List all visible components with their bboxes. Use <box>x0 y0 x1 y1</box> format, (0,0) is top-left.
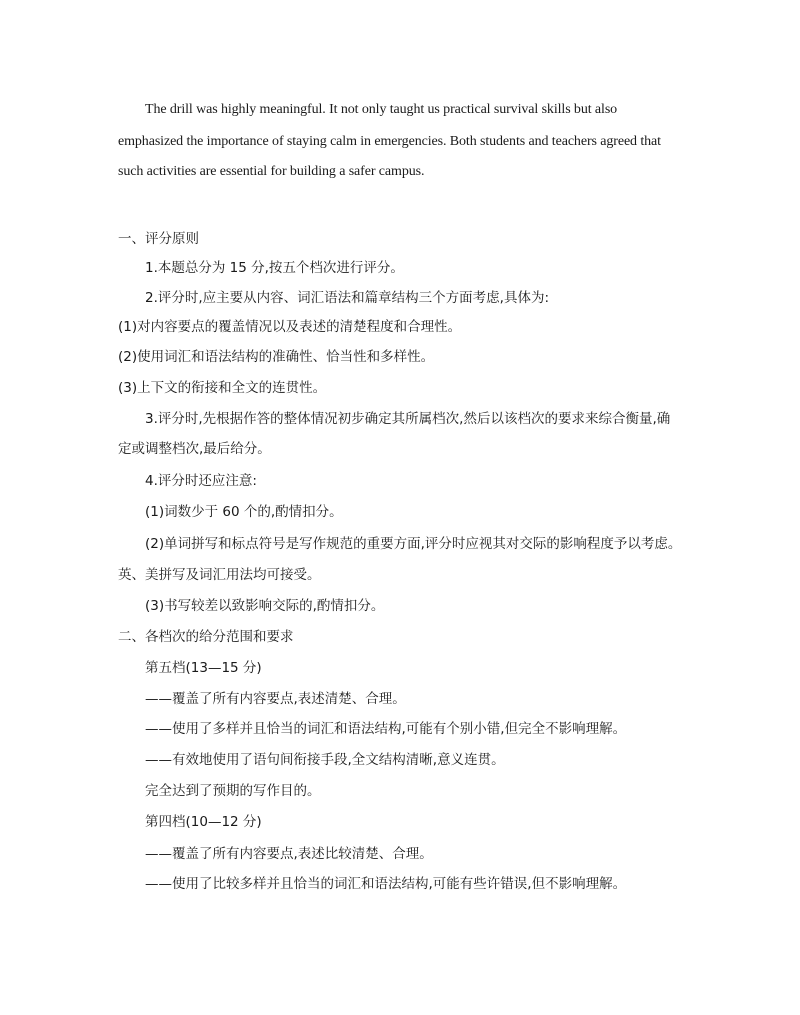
principle-item-2-sub-2: (2)使用词汇和语法结构的准确性、恰当性和多样性。 <box>118 349 435 365</box>
level-5-requirement-2: ——使用了多样并且恰当的词汇和语法结构,可能有个别小错,但完全不影响理解。 <box>145 721 627 737</box>
level-5-summary: 完全达到了预期的写作目的。 <box>145 783 321 799</box>
english-paragraph-line-2: emphasized the importance of staying calm in emergencies. Both students and teachers agreed that <box>118 134 661 149</box>
level-5-requirement-3: ——有效地使用了语句间衔接手段,全文结构清晰,意义连贯。 <box>145 752 505 768</box>
principle-item-2-sub-3: (3)上下文的衔接和全文的连贯性。 <box>118 380 327 396</box>
principle-item-4: 4.评分时还应注意: <box>145 473 257 489</box>
principle-item-3-line-2: 定或调整档次,最后给分。 <box>118 441 271 457</box>
level-4-title: 第四档(10—12 分) <box>145 814 262 830</box>
principle-item-4-sub-1: (1)词数少于 60 个的,酌情扣分。 <box>145 504 343 520</box>
level-4-requirement-2: ——使用了比较多样并且恰当的词汇和语法结构,可能有些许错误,但不影响理解。 <box>145 876 627 892</box>
scoring-principles-heading: 一、评分原则 <box>118 231 199 247</box>
level-4-requirement-1: ——覆盖了所有内容要点,表述比较清楚、合理。 <box>145 846 433 862</box>
principle-item-1: 1.本题总分为 15 分,按五个档次进行评分。 <box>145 260 404 276</box>
principle-item-4-sub-2-line-1: (2)单词拼写和标点符号是写作规范的重要方面,评分时应视其对交际的影响程度予以考虑。 <box>145 536 682 552</box>
english-paragraph-line-1: The drill was highly meaningful. It not only taught us practical survival skills but also <box>145 102 618 117</box>
english-paragraph-line-3: such activities are essential for building a safer campus. <box>118 164 425 179</box>
principle-item-4-sub-2-line-2: 英、美拼写及词汇用法均可接受。 <box>118 567 321 583</box>
level-5-requirement-1: ——覆盖了所有内容要点,表述清楚、合理。 <box>145 691 406 707</box>
principle-item-4-sub-3: (3)书写较差以致影响交际的,酌情扣分。 <box>145 598 385 614</box>
principle-item-2: 2.评分时,应主要从内容、词汇语法和篇章结构三个方面考虑,具体为: <box>145 290 550 306</box>
grade-levels-heading: 二、各档次的给分范围和要求 <box>118 629 294 645</box>
level-5-title: 第五档(13—15 分) <box>145 660 262 676</box>
principle-item-3-line-1: 3.评分时,先根据作答的整体情况初步确定其所属档次,然后以该档次的要求来综合衡量,确 <box>145 411 671 427</box>
principle-item-2-sub-1: (1)对内容要点的覆盖情况以及表述的清楚程度和合理性。 <box>118 319 462 335</box>
